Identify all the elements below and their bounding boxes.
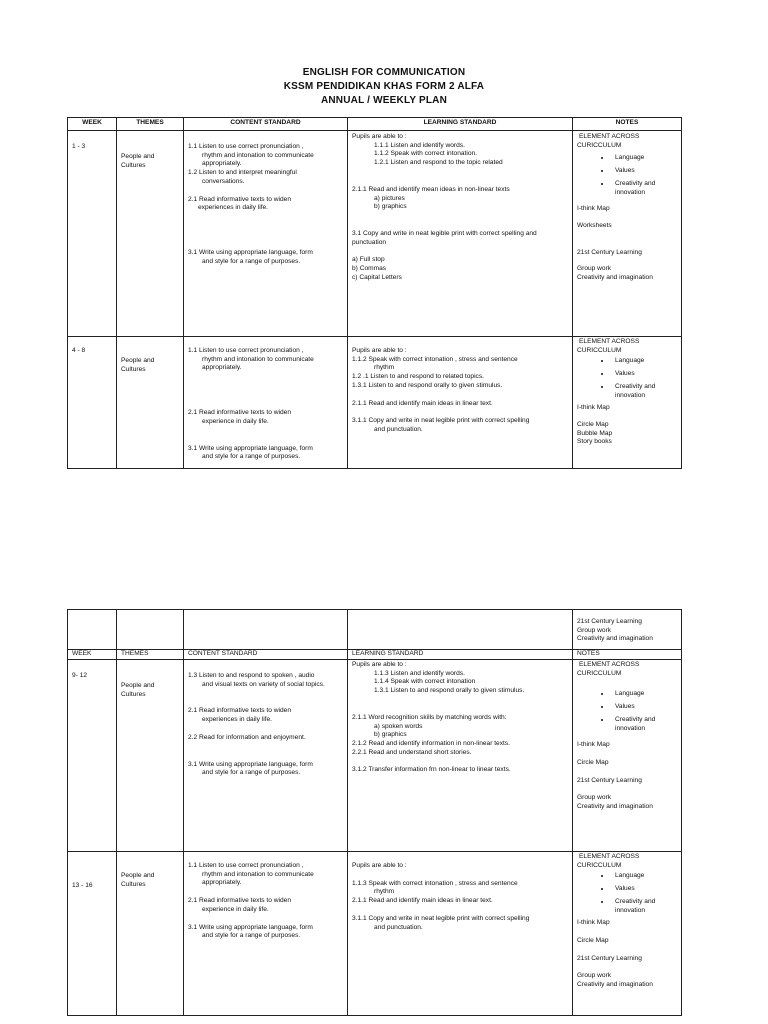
- col-themes: THEMES: [117, 650, 184, 660]
- col-content: CONTENT STANDARD: [184, 650, 348, 660]
- notes-cell: ELEMENT ACROSS CURICCULUM • Language • Values • Creativity and innovation I-think Map Circle Map 21st Century Learning Group work Creativity and imagination: [573, 660, 682, 852]
- list-item: • Language: [611, 154, 677, 163]
- element-list: [577, 357, 677, 400]
- list-item: • Values: [611, 703, 677, 712]
- learning-cell: Pupils are able to : 1.1.3 Speak with correct intonation , stress and sentence rhythm 2.1.1 Read and identify main ideas in linear text. 3.1.1 Copy and write in neat legible print with correct spelling and punctuation.: [348, 852, 573, 1016]
- col-week: WEEK: [68, 118, 117, 131]
- table-header-row: [68, 650, 682, 660]
- table-row: [68, 610, 682, 650]
- list-item: • Creativity and innovation: [611, 180, 677, 197]
- notes-cell: ELEMENT ACROSS CURICCULUM • Language • Values • Creativity and innovation I-think Map Circle Map Bubble Map Story books: [573, 337, 682, 469]
- learning-cell: Pupils are able to : 1.1.2 Speak with correct intonation , stress and sentence rhythm 1.2 .1 Listen to and respond to related topics. 1.3.1 Listen to and respond orally to given stimulus. 2.1.1 Read and identify main ideas in linear text. 3.1.1 Copy and write in neat legible print with correct spelling and punctuation.: [348, 337, 573, 469]
- list-item: • Values: [611, 167, 677, 176]
- notes-cell: ELEMENT ACROSS CURICCULUM • Language • Values • Creativity and innovation I-think Map Circle Map 21st Century Learning Group work Creativity and imagination: [573, 852, 682, 1016]
- week-cell: 4 - 8: [68, 337, 117, 469]
- table-row: [68, 852, 682, 1016]
- table-row: [68, 337, 682, 469]
- col-learning: LEARNING STANDARD: [348, 118, 573, 131]
- element-list: [577, 154, 677, 197]
- col-notes: NOTES: [573, 650, 682, 660]
- list-item: • Creativity and innovation: [611, 898, 677, 915]
- content-cell: 1.3 Listen to and respond to spoken , audio and visual texts on variety of social topics. 2.1 Read informative texts to widen experiences in daily life. 2.2 Read for information and enjoyment. 3.1 Write using appropriate language, form and style for a range of purposes.: [184, 660, 348, 852]
- theme-cell: People and Cultures: [117, 337, 184, 469]
- plan-table-1: [67, 117, 682, 469]
- list-item: • Values: [611, 370, 677, 379]
- col-notes: NOTES: [573, 118, 682, 131]
- doc-plan-title: ANNUAL / WEEKLY PLAN: [320, 95, 448, 106]
- notes-cell: 21st Century Learning Group work Creativity and imagination: [573, 610, 682, 650]
- table-row: [68, 131, 682, 337]
- week-cell: 13 - 16: [68, 852, 117, 1016]
- doc-subtitle: KSSM PENDIDIKAN KHAS FORM 2 ALFA: [283, 81, 485, 92]
- table-header-row: [68, 118, 682, 131]
- element-list: [577, 872, 677, 915]
- week-cell: 9- 12: [68, 660, 117, 852]
- list-item: • Creativity and innovation: [611, 716, 677, 733]
- theme-cell: People and Cultures: [117, 131, 184, 337]
- element-list: [577, 690, 677, 733]
- content-cell: 1.1 Listen to use correct pronunciation , rhythm and intonation to communicate appropriately. 2.1 Read informative texts to widen experience in daily life. 3.1 Write using appropriate language, form and style for a range of purposes.: [184, 337, 348, 469]
- list-item: • Language: [611, 872, 677, 881]
- notes-cell: ELEMENT ACROSS CURICCULUM • Language • Values • Creativity and innovation I-think Map Worksheets 21st Century Learning Group work Creativity and imagination: [573, 131, 682, 337]
- week-cell: 1 - 3: [68, 131, 117, 337]
- content-cell: 1.1 Listen to use correct pronunciation , rhythm and intonation to communicate appropriately. 1.2 Listen to and interpret meaningful conversations. 2.1 Read informative texts to widen experiences in daily life. 3.1 Write using appropriate language, form and style for a range of purposes.: [184, 131, 348, 337]
- doc-title: ENGLISH FOR COMMUNICATION: [302, 67, 466, 78]
- list-item: • Creativity and innovation: [611, 383, 677, 400]
- table-row: [68, 660, 682, 852]
- plan-table-2: [67, 609, 682, 1016]
- col-week: WEEK: [68, 650, 117, 660]
- col-content: CONTENT STANDARD: [184, 118, 348, 131]
- content-cell: 1.1 Listen to use correct pronunciation , rhythm and intonation to communicate appropriately. 2.1 Read informative texts to widen experience in daily life. 3.1 Write using appropriate language, form and style for a range of purposes.: [184, 852, 348, 1016]
- list-item: • Language: [611, 357, 677, 366]
- learning-cell: Pupils are able to : 1.1.1 Listen and identify words. 1.1.2 Speak with correct intonation. 1.2.1 Listen and respond to the topic related 2.1.1 Read and identify mean ideas in non-linear texts a) pictures b) graphics 3.1 Copy and write in neat legible print with correct spelling and punctuation a) Full stop b) Commas c) Capital Letters: [348, 131, 573, 337]
- list-item: • Values: [611, 885, 677, 894]
- list-item: • Language: [611, 690, 677, 699]
- col-learning: LEARNING STANDARD: [348, 650, 573, 660]
- col-themes: THEMES: [117, 118, 184, 131]
- theme-cell: People and Cultures: [117, 660, 184, 852]
- learning-cell: Pupils are able to : 1.1.3 Listen and identify words. 1.1.4 Speak with correct intonation 1.3.1 Listen to and respond orally to given stimulus. 2.1.1 Word recognition skills by matching words with: a) spoken words b) graphics 2.1.2 Read and identify information in non-linear texts. 2.2.1 Read and understand short stories. 3.1.2 Transfer information frn non-linear to linear texts.: [348, 660, 573, 852]
- theme-cell: People and Cultures: [117, 852, 184, 1016]
